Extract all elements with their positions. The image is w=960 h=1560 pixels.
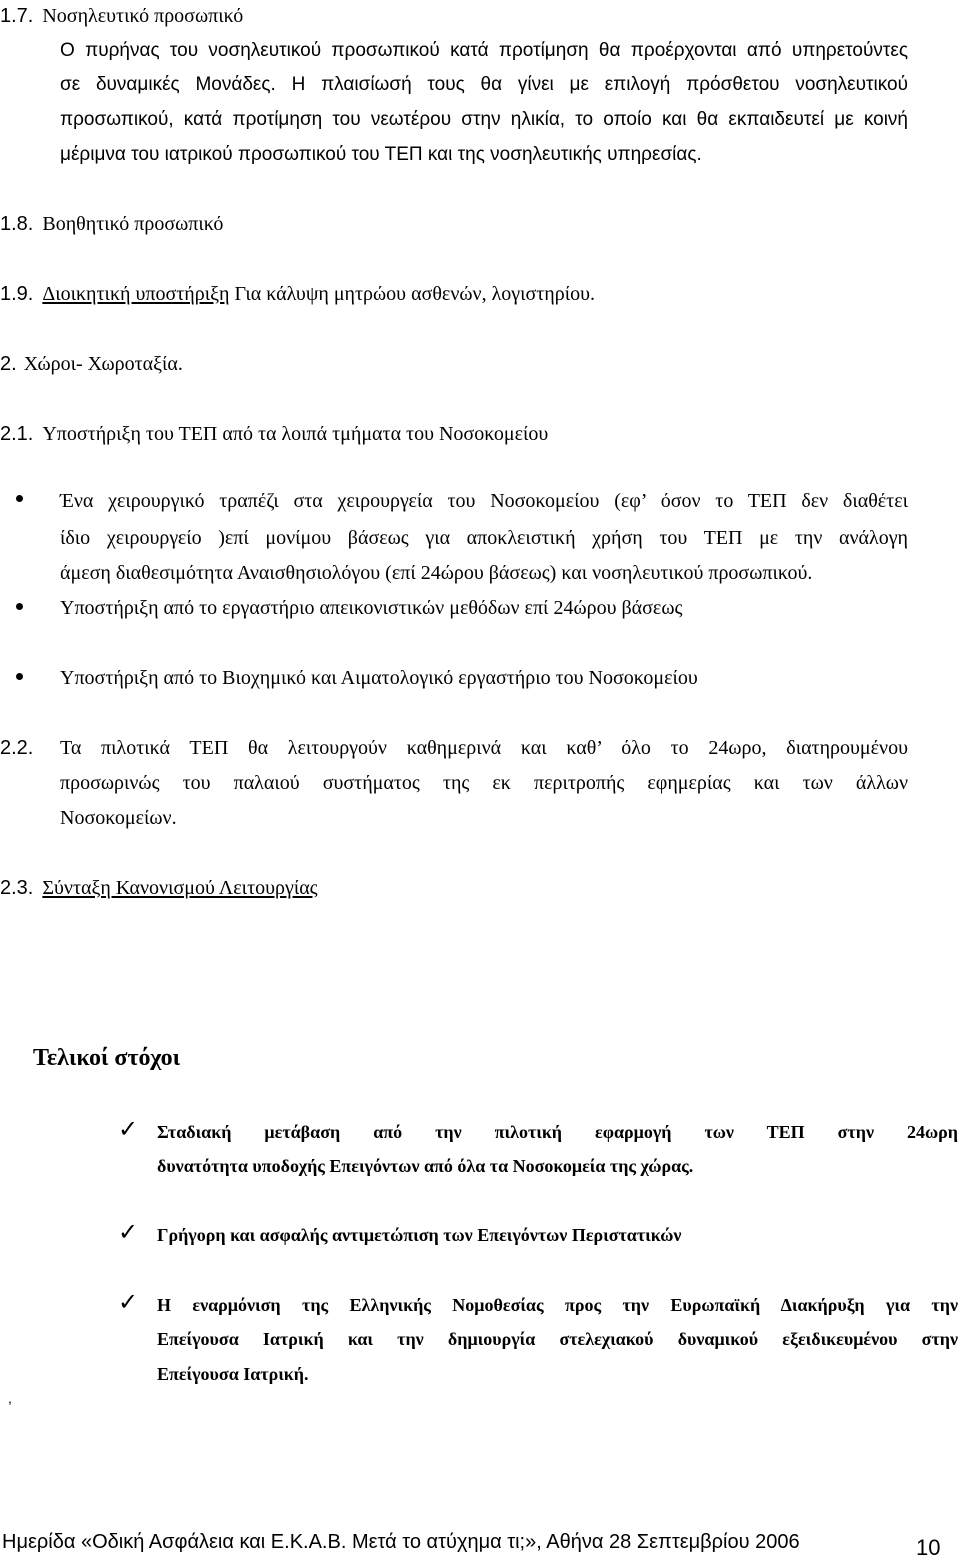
list-item-line: Ένα χειρουργικό τραπέζι στα χειρουργεία του Νοσοκομείου (εφ’ όσον το ΤΕΠ δεν διαθέτει <box>60 490 908 512</box>
section-number: 2.3. <box>0 877 34 899</box>
bullet-icon <box>16 603 23 610</box>
section-2-3-heading <box>0 876 318 900</box>
list-item-line: ίδιο χειρουργείο )επί μονίμου βάσεως για αποκλειστική χρήση του ΤΕΠ με την ανάλογη <box>60 527 908 549</box>
goal-line: Γρήγορη και ασφαλής αντιμετώπιση των Επειγόντων Περιστατικών <box>157 1225 682 1245</box>
paragraph-line: Ο πυρήνας του νοσηλευτικού προσωπικού κατά προτίμηση θα προέρχονται από υπηρετούντες <box>60 40 908 61</box>
paragraph-line: μέριμνα του ιατρικού προσωπικού του ΤΕΠ και της νοσηλευτικής υπηρεσίας. <box>60 144 702 165</box>
stray-mark: , <box>8 1390 12 1406</box>
section-2-1-heading <box>0 422 548 446</box>
section-title: Βοηθητικό προσωπικό <box>42 213 224 235</box>
section-title: Νοσηλευτικό προσωπικό <box>42 5 244 27</box>
goal-line: Επείγουσα Ιατρική και την δημιουργία στελεχιακού δυναμικού εξειδικευμένου στην <box>157 1329 958 1349</box>
section-number: 1.7. <box>0 5 34 27</box>
section-number: 1.9. <box>0 283 34 305</box>
section-title: Σύνταξη Κανονισμού Λειτουργίας <box>42 877 318 899</box>
checkmark-icon: ✓ <box>118 1288 139 1316</box>
goal-line: Η εναρμόνιση της Ελληνικής Νομοθεσίας προς την Ευρωπαϊκή Διακήρυξη για την <box>157 1295 958 1315</box>
section-number: 2.1. <box>0 423 34 445</box>
goal-line: Σταδιακή μετάβαση από την πιλοτική εφαρμογή των ΤΕΠ στην 24ωρη <box>157 1122 958 1142</box>
paragraph-line: σε δυναμικές Μονάδες. Η πλαισίωσή τους θα γίνει με επιλογή πρόσθετου νοσηλευτικού <box>60 74 908 95</box>
list-item-line: Υποστήριξη από το Βιοχημικό και Αιματολογικό εργαστήριο του Νοσοκομείου <box>60 667 698 689</box>
section-subtitle: Για κάλυψη μητρώου ασθενών, λογιστηρίου. <box>229 283 596 305</box>
paragraph-line: προσωπικού, κατά προτίμηση του νεωτέρου στην ηλικία, το οποίο και θα εκπαιδευτεί με κοινή <box>60 109 908 130</box>
section-title: Διοικητική υποστήριξη <box>42 283 230 305</box>
section-1-9-heading <box>0 282 595 306</box>
section-2-heading <box>0 352 183 376</box>
paragraph-line: Νοσοκομείων. <box>60 807 177 829</box>
goal-line: Επείγουσα Ιατρική. <box>157 1364 309 1384</box>
bullet-icon <box>16 673 23 680</box>
footer-text: Ημερίδα «Οδική Ασφάλεια και Ε.Κ.Α.Β. Μετά το ατύχημα τι;», Αθήνα 28 Σεπτεμβρίου 2006 <box>2 1531 800 1553</box>
section-1-8-heading <box>0 212 223 236</box>
bullet-icon <box>16 495 23 502</box>
checkmark-icon: ✓ <box>118 1115 139 1143</box>
section-number: 2. <box>0 353 17 375</box>
section-title: Χώροι- Χωροταξία. <box>23 353 183 375</box>
section-number: 2.2. <box>0 737 34 759</box>
final-goals-heading: Τελικοί στόχοι <box>33 1045 181 1071</box>
section-1-7-heading <box>0 4 243 28</box>
page-number: 10 <box>916 1535 941 1560</box>
paragraph-line: Τα πιλοτικά ΤΕΠ θα λειτουργούν καθημερινά και καθ’ όλο το 24ωρο, διατηρουμένου <box>60 737 908 759</box>
paragraph-line: προσωρινώς του παλαιού συστήματος της εκ περιτροπής εφημερίας και των άλλων <box>60 772 908 794</box>
section-title: Υποστήριξη του ΤΕΠ από τα λοιπά τμήματα του Νοσοκομείου <box>42 423 549 445</box>
section-number: 1.8. <box>0 213 34 235</box>
checkmark-icon: ✓ <box>118 1218 139 1246</box>
list-item-line: άμεση διαθεσιμότητα Αναισθησιολόγου (επί 24ώρου βάσεως) και νοσηλευτικού προσωπικού. <box>60 562 813 584</box>
list-item-line: Υποστήριξη από το εργαστήριο απεικονιστικών μεθόδων επί 24ώρου βάσεως <box>60 597 683 619</box>
goal-line: δυνατότητα υποδοχής Επειγόντων από όλα τα Νοσοκομεία της χώρας. <box>157 1156 694 1176</box>
